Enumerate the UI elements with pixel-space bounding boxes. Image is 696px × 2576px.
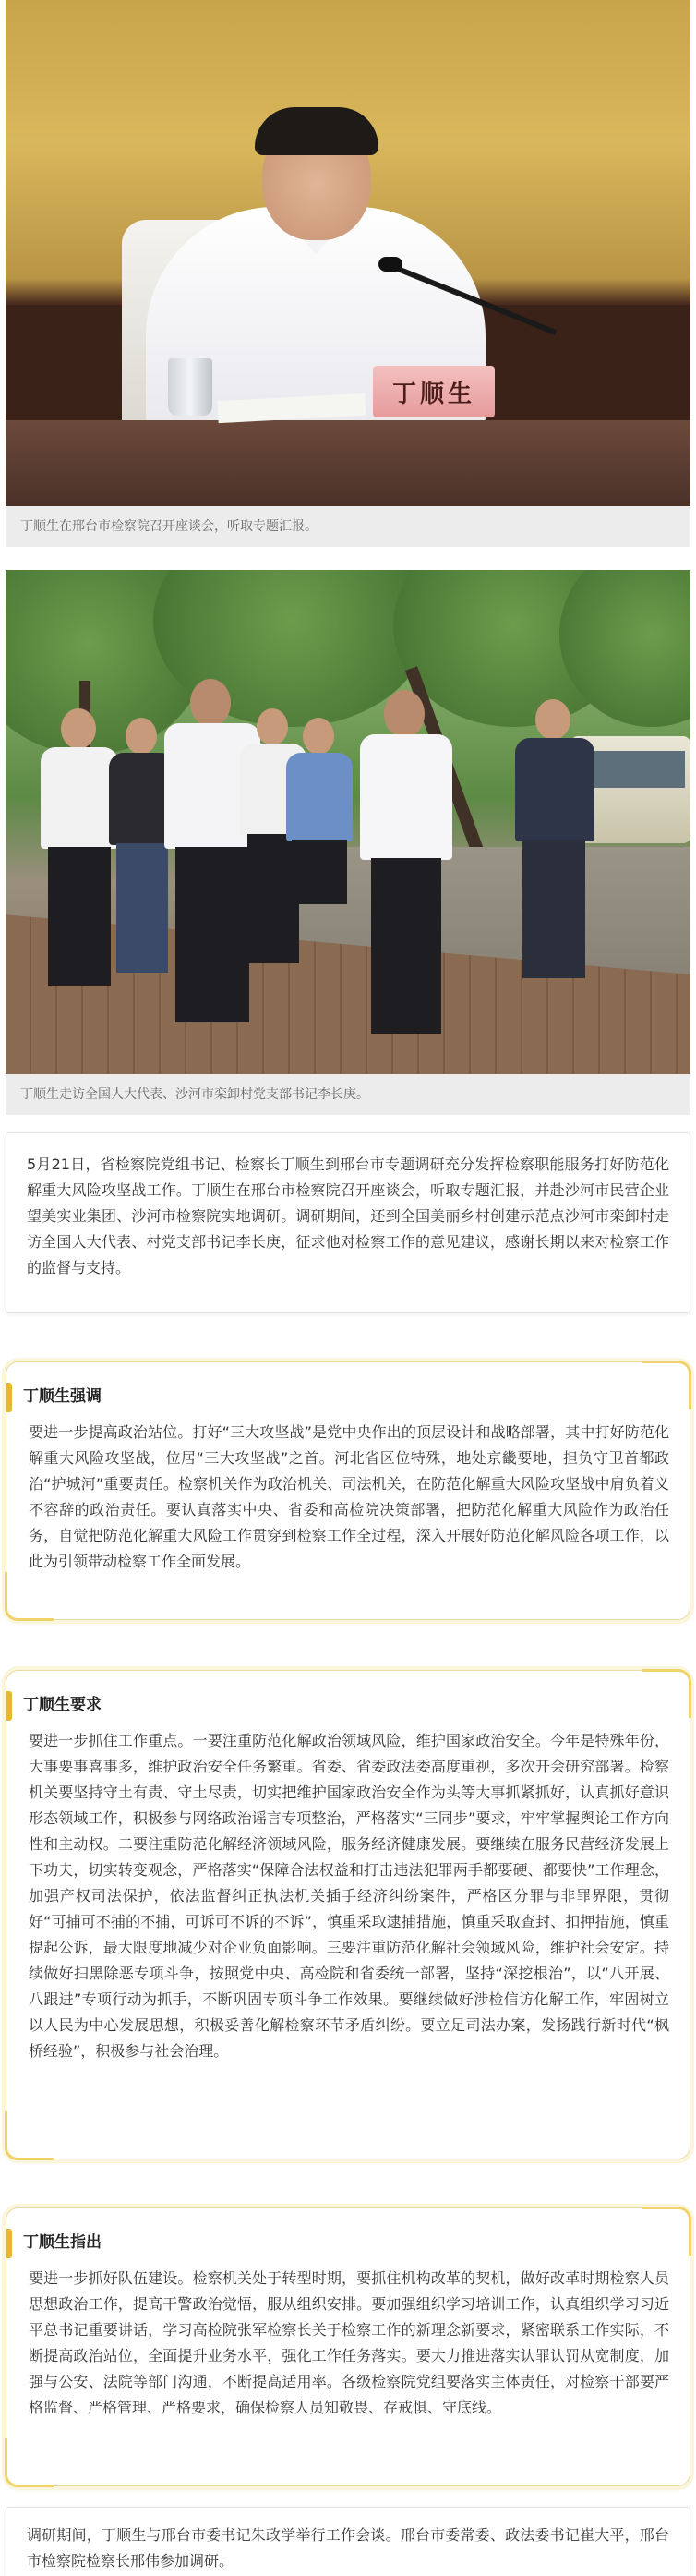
section-title: 丁顺生指出 <box>23 2233 102 2252</box>
desk <box>6 420 690 506</box>
section-card <box>6 1361 690 1620</box>
card-corner-decoration <box>5 1572 54 1621</box>
section-card <box>6 2207 690 2486</box>
microphone-icon <box>378 257 402 272</box>
closing-paragraph: 调研期间，丁顺生与邢台市委书记朱政学举行工作会谈。邢台市委常委、政法委书记崔大平，邢台市检察院检察长邢伟参加调研。 <box>6 2507 690 2576</box>
tea-cup <box>168 358 212 416</box>
section-accent-bar <box>6 1691 12 1721</box>
card-corner-decoration <box>642 1361 691 1409</box>
section-card <box>6 1670 690 2159</box>
village-visit-photo <box>6 570 690 1074</box>
meeting-photo <box>6 0 690 506</box>
nameplate: 丁顺生 <box>373 366 495 417</box>
photo1-caption: 丁顺生在邢台市检察院召开座谈会，听取专题汇报。 <box>6 506 690 547</box>
section-title: 丁顺生强调 <box>23 1387 102 1406</box>
card-corner-decoration <box>5 2111 54 2160</box>
card-corner-decoration <box>642 2207 691 2256</box>
section-title: 丁顺生要求 <box>23 1696 102 1714</box>
speaker-hair <box>255 107 378 155</box>
section-accent-bar <box>6 2229 12 2258</box>
section-text: 要进一步抓好队伍建设。检察机关处于转型时期，要抓住机构改革的契机，做好改革时期检察人员思想政治工作，提高干警政治觉悟，服从组织安排。要加强组织学习培训工作，认真组织学习习近平总书记重要讲话，学习高检院张军检察长关于检察工作的新理念新要求，紧密联系工作实际，不断提高政治站位，全面提升业务水平，强化工作任务落实。要大力推进落实认罪认罚从宽制度，加强与公安、法院等部门沟通，不断提高适用率。各级检察院党组要落实主体责任，对检察干部要严格监督、严格管理、严格要求，确保检察人员知敬畏、存戒惧、守底线。 <box>29 2269 669 2416</box>
card-corner-decoration <box>642 1669 691 1718</box>
intro-paragraph: 5月21日，省检察院党组书记、检察长丁顺生到邢台市专题调研充分发挥检察职能服务打好防范化解重大风险攻坚战工作。丁顺生在邢台市检察院召开座谈会，听取专题汇报，并赴沙河市民营企业望美实业集团、沙河市检察院实地调研。调研期间，还到全国美丽乡村创建示范点沙河市栾卸村走访全国人大代表、村党支部书记李长庚，征求他对检察工作的意见建议，感谢长期以来对检察工作的监督与支持。 <box>6 1132 690 1313</box>
section-text: 要进一步抓住工作重点。一要注重防范化解政治领域风险，维护国家政治安全。今年是特殊年份，大事要事喜事多，维护政治安全任务繁重。省委、省委政法委高度重视，多次开会研究部署。检察机关要坚持守土有责、守土尽责，切实把维护国家政治安全作为头等大事抓紧抓好，认真抓好意识形态领域工作，积极参与网络政治谣言专项整治，严格落实“三同步”要求，牢牢掌握舆论工作方向性和主动权。二要注重防范化解经济领域风险，服务经济健康发展。要继续在服务民营经济发展上下功夫，切实转变观念，严格落实“保障合法权益和打击违法犯罪两手都要硬、都要快”工作理念，加强产权司法保护，依法监督纠正执法机关插手经济纠纷案件，严格区分罪与非罪界限，贯彻好“可捕可不捕的不捕，可诉可不诉的不诉”，慎重采取逮捕措施，慎重采取查封、扣押措施，慎重提起公诉，最大限度地减少对企业负面影响。三要注重防范化解社会领域风险，维护社会安定。持续做好扫黑除恶专项斗争，按照党中央、高检院和省委统一部署，坚持“深挖根治”，以“八开展、八跟进”专项行动为抓手，不断巩固专项斗争工作效果。要继续做好涉检信访化解工作，牢固树立以人民为中心发展思想，积极妥善化解检察环节矛盾纠纷。要立足司法办案，发扬践行新时代“枫桥经验”，积极参与社会治理。 <box>29 1732 669 2060</box>
section-accent-bar <box>6 1383 12 1412</box>
section-text: 要进一步提高政治站位。打好“三大攻坚战”是党中央作出的顶层设计和战略部署，其中打好防范化解重大风险攻坚战，位居“三大攻坚战”之首。河北省区位特殊，地处京畿要地，担负守卫首都政治“护城河”重要责任。检察机关作为政治机关、司法机关，在防范化解重大风险攻坚战中肩负着义不容辞的政治责任。要认真落实中央、省委和高检院决策部署，把防范化解重大风险作为政治任务，自觉把防范化解重大风险工作贯穿到检察工作全过程，深入开展好防范化解风险各项工作，以此为引领带动检察工作全面发展。 <box>29 1423 669 1570</box>
card-corner-decoration <box>5 2438 54 2487</box>
photo2-caption: 丁顺生走访全国人大代表、沙河市栾卸村党支部书记李长庚。 <box>6 1074 690 1115</box>
